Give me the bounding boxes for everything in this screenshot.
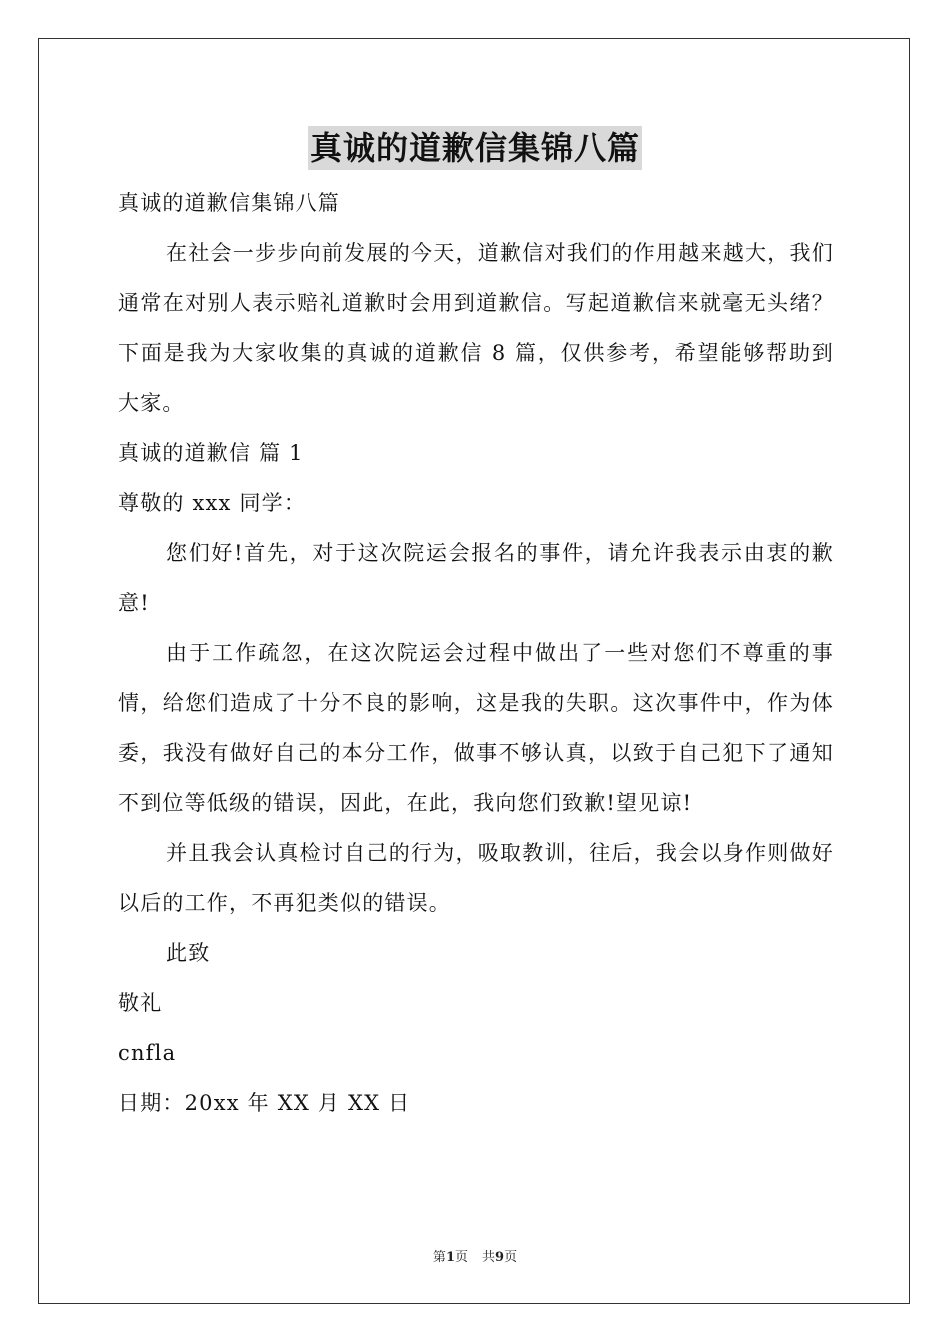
paragraph: 并且我会认真检讨自己的行为，吸取教训，往后，我会以身作则做好以后的工作，不再犯类似的错误。 bbox=[118, 841, 834, 915]
total-prefix: 共 bbox=[482, 1250, 496, 1265]
salutation: 尊敬的 xxx 同学： bbox=[118, 491, 307, 515]
paragraph: 您们好!首先，对于这次院运会报名的事件，请允许我表示由衷的歉意! bbox=[118, 541, 834, 615]
total-pages: 9 bbox=[495, 1250, 505, 1265]
section-heading: 真诚的道歉信 篇 1 bbox=[118, 441, 304, 465]
page-suffix: 页 bbox=[454, 1250, 468, 1265]
closing-regards: 敬礼 bbox=[118, 991, 163, 1015]
title-container bbox=[0, 126, 950, 170]
document-body bbox=[118, 178, 834, 1128]
date-line: 日期：20xx 年 XX 月 XX 日 bbox=[118, 1091, 411, 1115]
paragraph: 真诚的道歉信集锦八篇 bbox=[118, 191, 340, 215]
signature: cnfla bbox=[118, 1041, 177, 1065]
paragraph: 在社会一步步向前发展的今天，道歉信对我们的作用越来越大，我们通常在对别人表示赔礼道歉时会用到道歉信。写起道歉信来就毫无头绪？下面是我为大家收集的真诚的道歉信 8 篇，仅供参考，希望能够帮助到大家。 bbox=[118, 241, 834, 415]
page-prefix: 第 bbox=[432, 1250, 446, 1265]
total-suffix: 页 bbox=[504, 1250, 518, 1265]
page-number: 1 bbox=[445, 1250, 455, 1265]
paragraph: 由于工作疏忽，在这次院运会过程中做出了一些对您们不尊重的事情，给您们造成了十分不良的影响，这是我的失职。这次事件中，作为体委，我没有做好自己的本分工作，做事不够认真，以致于自己犯下了通知不到位等低级的错误，因此，在此，我向您们致歉!望见谅! bbox=[118, 641, 834, 815]
closing-line: 此致 bbox=[166, 941, 211, 965]
document-title: 真诚的道歉信集锦八篇 bbox=[308, 126, 642, 170]
page-footer bbox=[0, 1246, 950, 1265]
